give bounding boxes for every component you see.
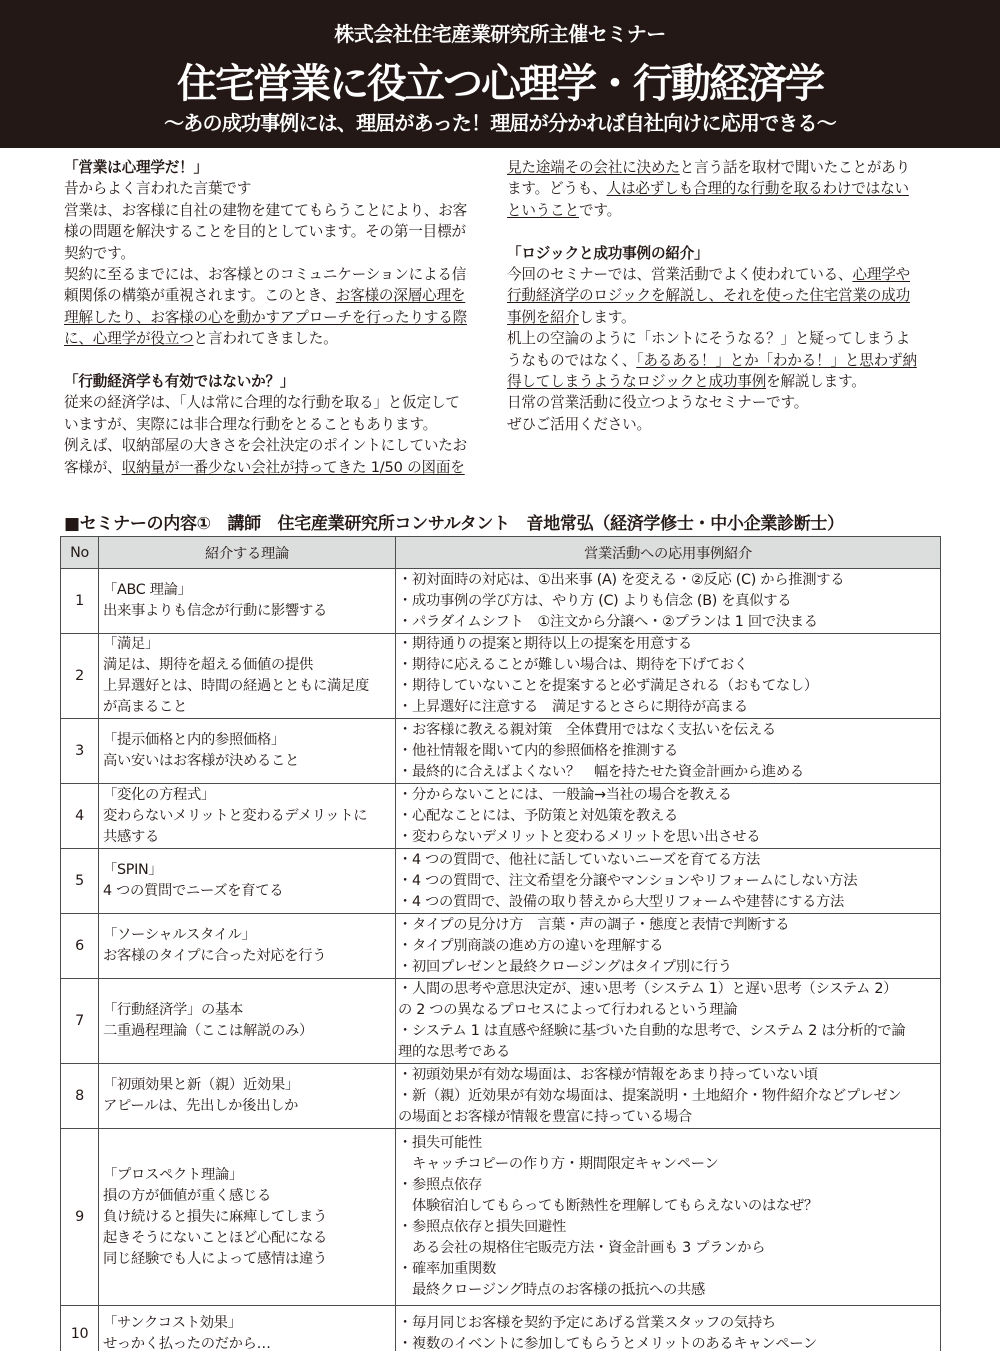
intro-text: うなものではなく、「あるある！」とか「わかる！」と思わず納	[507, 351, 917, 369]
seminar-table	[60, 536, 941, 1351]
theory-line: 変わらないメリットと変わるデメリットに	[103, 807, 368, 824]
application-line: ・4 つの質問で、他社に話していないニーズを育てる方法	[398, 851, 760, 868]
underlined-text: 心理学や	[852, 266, 911, 284]
table-row	[61, 979, 941, 1064]
page-subtitle: 〜あの成功事例には、理屈があった！理屈が分かれば自社向けに応用できる〜	[164, 111, 836, 135]
intro-text: 頼関係の構築が重視されます。このとき、お客様の深層心理を	[64, 287, 466, 305]
theory-line: 出来事よりも信念が行動に影響する	[103, 603, 327, 619]
header-banner	[0, 0, 1000, 148]
theory-cell	[99, 1129, 396, 1306]
underlined-text: 人は必ずしも合理的な行動を取るわけではない	[606, 180, 909, 198]
underlined-text: お客様の深層心理を	[335, 287, 466, 305]
theory-line: 二重過程理論（ここは解説のみ）	[103, 1023, 313, 1039]
application-line: ・損失可能性	[398, 1135, 482, 1151]
table-row	[61, 569, 941, 634]
application-cell	[396, 1306, 941, 1351]
underlined-text: 事例を紹介	[507, 308, 579, 326]
intro-text	[64, 307, 494, 328]
table-row	[61, 1306, 941, 1351]
theory-line: 起きそうにないことほど心配になる	[103, 1229, 327, 1246]
intro-text: 日常の営業活動に役立つようなセミナーです。	[507, 394, 809, 412]
theory-cell	[99, 719, 396, 784]
application-line: ・心配なことには、予防策と対処策を教える	[398, 807, 678, 824]
underlined-text: 「あるある！」とか「わかる！」と思わず納	[636, 351, 917, 369]
column-header-theory: 紹介する理論	[99, 537, 396, 569]
theory-line: 負け続けると損失に麻痺してしまう	[103, 1208, 327, 1225]
theory-cell	[99, 784, 396, 849]
theory-line: 同じ経験でも人によって感情は違う	[103, 1250, 327, 1267]
theory-cell	[99, 569, 396, 634]
underlined-text: ということ	[507, 201, 579, 219]
intro-heading-psychology: 「営業は心理学だ！」	[64, 159, 208, 176]
theory-line: せっかく払ったのだから…	[103, 1336, 271, 1351]
application-line: ・参照点依存	[398, 1177, 482, 1193]
application-line: 体験宿泊してもらっても断熱性を理解してもらえないのはなぜ？	[398, 1198, 818, 1214]
application-line: ・他社情報を聞いて内的参照価格を推測する	[398, 742, 678, 759]
row-number: 1	[61, 569, 99, 634]
application-cell	[396, 1064, 941, 1129]
table-row	[61, 784, 941, 849]
application-line: ・期待通りの提案と期待以上の提案を用意する	[398, 636, 692, 652]
application-line: ・初頭効果が有効な場面は、お客様が情報をあまり持っていない頃	[398, 1066, 818, 1083]
row-number: 3	[61, 719, 99, 784]
application-line: ・毎月同じお客様を契約予定にあげる営業スタッフの気持ち	[398, 1315, 776, 1331]
underlined-text: 見た途端その会社に決めた	[507, 159, 680, 176]
application-line: キャッチコピーの作り方・期間限定キャンペーン	[398, 1156, 719, 1172]
application-line: ・期待していないことを提案すると必ず満足される（おもてなし）	[398, 678, 818, 694]
row-number: 4	[61, 784, 99, 849]
application-line: ・お客様に教える親対策 全体費用ではなく支払いを伝える	[398, 721, 776, 738]
row-number: 7	[61, 979, 99, 1064]
application-line: 理的な思考である	[398, 1044, 510, 1060]
row-number: 8	[61, 1064, 99, 1129]
intro-text: 昔からよく言われた言葉です	[64, 180, 252, 198]
theory-line: 満足は、期待を超える価値の提供	[103, 657, 313, 673]
theory-cell	[99, 1064, 396, 1129]
table-row	[61, 1064, 941, 1129]
table-header-row	[61, 537, 941, 569]
intro-heading-behavioral-economics: 「行動経済学も有効ではないか？」	[64, 373, 295, 391]
application-line: ・最終的に合えばよくない？ 幅を持たせた資金計画から進める	[398, 763, 804, 780]
seminar-section-title: ■セミナーの内容① 講師 住宅産業研究所コンサルタント 音地常弘（経済学修士・中小企業診断士）	[64, 514, 844, 534]
application-cell	[396, 1129, 941, 1306]
theory-line: 「満足」	[103, 636, 159, 652]
table-row	[61, 634, 941, 719]
theory-line: 「行動経済学」の基本	[103, 1002, 243, 1018]
application-cell	[396, 849, 941, 914]
row-number: 6	[61, 914, 99, 979]
table-row	[61, 719, 941, 784]
application-line: ・4 つの質問で、設備の取り替えから大型リフォームや建替にする方法	[398, 893, 844, 910]
row-number: 10	[61, 1306, 99, 1351]
intro-text: 例えば、収納部屋の大きさを会社決定のポイントにしていたお	[64, 437, 468, 455]
theory-cell	[99, 914, 396, 979]
underlined-text: 収納量が一番少ない会社が持ってきた 1/50 の図面を	[121, 458, 465, 476]
application-line: ・人間の思考や意思決定が、速い思考（システム 1）と遅い思考（システム 2）	[398, 981, 898, 997]
underlined-text: 行動経済学のロジックを解説し、それを使った住宅営業の成功	[507, 287, 911, 305]
intro-text: 客様が、収納量が一番少ない会社が持ってきた 1/50 の図面を	[64, 458, 465, 476]
application-line: ・変わらないデメリットと変わるメリットを思い出させる	[398, 828, 761, 845]
application-cell	[396, 719, 941, 784]
application-line: ・成功事例の学び方は、やり方 (C) よりも信念 (B) を真似する	[398, 592, 792, 609]
application-line: ・初対面時の対応は、①出来事 (A) を変える・②反応 (C) から推測する	[398, 571, 845, 588]
intro-text: 事例を紹介します。	[507, 308, 636, 326]
intro-right-column	[507, 157, 941, 435]
theory-line: お客様のタイプに合った対応を行う	[103, 948, 327, 964]
organizer-line: 株式会社住宅産業研究所主催セミナー	[334, 22, 666, 46]
theory-line: 「初頭効果と新（親）近効果」	[103, 1077, 299, 1093]
application-line: ・参照点依存と損失回避性	[398, 1219, 566, 1235]
underlined-text: 理解したり、お客様の心を動かすアプローチを行ったりする際	[64, 308, 468, 326]
intro-text: 得してしまうようなロジックと成功事例を解説します。	[507, 373, 866, 391]
theory-line: 上昇選好とは、時間の経過とともに満足度	[103, 678, 369, 694]
application-line: ・分からないことには、一般論→当社の場合を教える	[398, 786, 732, 803]
theory-cell	[99, 849, 396, 914]
application-line: ・パラダイムシフト ①注文から分譲へ・②プランは 1 回で決まる	[398, 613, 818, 630]
intro-text: ということです。	[507, 201, 621, 219]
theory-line: 高い安いはお客様が決めること	[103, 753, 299, 769]
row-number: 9	[61, 1129, 99, 1306]
theory-line: 「SPIN」	[103, 862, 163, 878]
underlined-text: 得してしまうようなロジックと成功事例	[507, 373, 767, 391]
page-title: 住宅営業に役立つ心理学・行動経済学	[177, 61, 823, 107]
intro-text: 様の問題を解決することを目的としています。その第一目標が	[64, 223, 466, 241]
table-row	[61, 1129, 941, 1306]
application-line: ・4 つの質問で、注文希望を分譲やマンションやリフォームにしない方法	[398, 872, 858, 889]
underlined-text: に、心理学が役立つ	[64, 330, 194, 348]
theory-line: 「変化の方程式」	[103, 786, 215, 803]
application-line: ・初回プレゼンと最終クロージングはタイプ別に行う	[398, 958, 732, 975]
intro-text: 机上の空論のように「ホントにそうなる？」と疑ってしまうよ	[507, 330, 911, 348]
table-row	[61, 914, 941, 979]
application-line: ある会社の規格住宅販売方法・資金計画も 3 プランから	[398, 1240, 766, 1256]
intro-text: いますが、実際には非合理な行動をとることもあります。	[64, 415, 438, 433]
intro-text: 見た途端その会社に決めたと言う話を取材で聞いたことがあり	[507, 159, 911, 176]
application-line: ・上昇選好に注意する 満足するとさらに期待が高まる	[398, 699, 748, 715]
application-line: ・新（親）近効果が有効な場面は、提案説明・土地紹介・物件紹介などプレゼン	[398, 1087, 902, 1104]
application-line: の場面とお客様が情報を豊富に持っている場合	[398, 1108, 692, 1125]
application-line: ・システム 1 は直感や経験に基づいた自動的な思考で、システム 2 は分析的で論	[398, 1023, 906, 1039]
row-number: 5	[61, 849, 99, 914]
theory-line: 「提示価格と内的参照価格」	[103, 732, 285, 748]
table-row	[61, 849, 941, 914]
intro-text: に、心理学が役立つと言われてきました。	[64, 330, 338, 348]
row-number: 2	[61, 634, 99, 719]
theory-cell	[99, 1306, 396, 1351]
application-line: の 2 つの異なるプロセスによって行われるという理論	[398, 1002, 738, 1018]
intro-text	[507, 285, 941, 306]
intro-text: 営業は、お客様に自社の建物を建ててもらうことにより、お客	[64, 201, 468, 219]
application-line: 最終クロージング時点のお客様の抵抗への共感	[398, 1282, 705, 1298]
theory-line: 共感する	[103, 828, 159, 845]
application-cell	[396, 979, 941, 1064]
column-header-applications: 営業活動への応用事例紹介	[396, 537, 941, 569]
application-cell	[396, 914, 941, 979]
application-line: ・タイプの見分け方 言葉・声の調子・態度と表情で判断する	[398, 916, 790, 933]
theory-line: 「プロスペクト理論」	[103, 1166, 243, 1183]
intro-left-column	[64, 157, 494, 478]
theory-line: が高まること	[103, 699, 187, 715]
intro-text: ぜひご活用ください。	[507, 415, 651, 433]
theory-line: 「サンクコスト効果」	[103, 1315, 242, 1331]
application-line: ・タイプ別商談の進め方の違いを理解する	[398, 937, 664, 954]
application-line: ・期待に応えることが難しい場合は、期待を下げておく	[398, 657, 748, 673]
theory-cell	[99, 979, 396, 1064]
intro-text: 契約に至るまでには、お客様とのコミュニケーションによる信	[64, 266, 467, 284]
theory-line: 「ABC 理論」	[103, 582, 192, 598]
theory-line: 4 つの質問でニーズを育てる	[103, 883, 284, 899]
theory-cell	[99, 634, 396, 719]
column-header-no: No	[61, 537, 99, 569]
application-line: ・複数のイベントに参加してもらうとメリットのあるキャンペーン	[398, 1336, 818, 1351]
theory-line: アピールは、先出しか後出しか	[103, 1098, 299, 1114]
application-cell	[396, 634, 941, 719]
application-line: ・確率加重関数	[398, 1261, 496, 1277]
intro-text: 従来の経済学は、「人は常に合理的な行動を取る」と仮定して	[64, 394, 460, 412]
theory-line: 「ソーシャルスタイル」	[103, 927, 256, 943]
intro-text: 契約です。	[64, 244, 135, 262]
intro-text: ます。どうも、人は必ずしも合理的な行動を取るわけではない	[507, 180, 909, 198]
application-cell	[396, 569, 941, 634]
theory-line: 損の方が価値が重く感じる	[103, 1187, 271, 1204]
intro-text: 今回のセミナーでは、営業活動でよく使われている、心理学や	[507, 266, 911, 284]
intro-heading-logic: 「ロジックと成功事例の紹介」	[507, 244, 709, 262]
application-cell	[396, 784, 941, 849]
